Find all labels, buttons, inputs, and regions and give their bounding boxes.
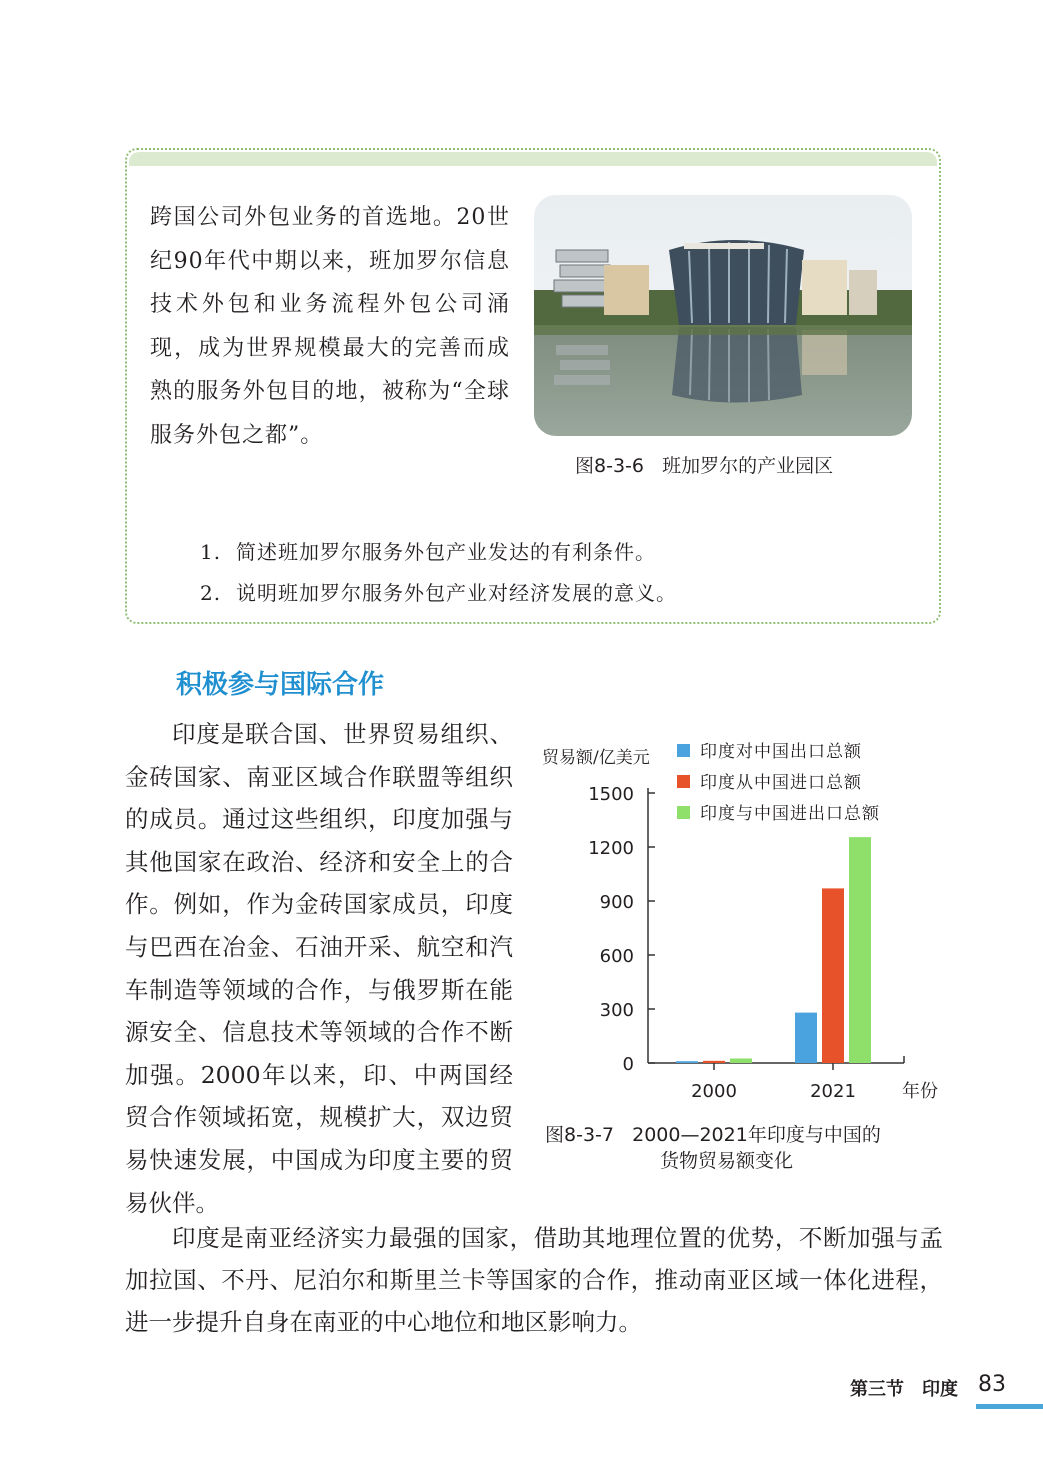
bangalore-industrial-park-photo [534, 195, 912, 436]
question-text: 简述班加罗尔服务外包产业发达的有利条件。 [236, 540, 656, 564]
bar-2000-series-3 [730, 1059, 752, 1064]
body-text-left [125, 713, 513, 1224]
chart-caption [545, 1122, 945, 1174]
x-tick-label: 2000 [691, 1081, 737, 1102]
legend-label-2: 印度从中国进口总额 [700, 773, 862, 793]
legend-label-3: 印度与中国进出口总额 [700, 804, 880, 824]
y-tick-label: 900 [599, 892, 634, 913]
y-tick-label: 600 [599, 946, 634, 967]
y-axis-label: 贸易额/亿美元 [542, 748, 650, 768]
bar-2000-series-1 [676, 1061, 698, 1063]
legend-swatch-1 [677, 744, 690, 757]
body-paragraph-1: 印度是联合国、世界贸易组织、金砖国家、南亚区域合作联盟等组织的成员。通过这些组织，印度加强与其他国家在政治、经济和安全上的合作。例如，作为金砖国家成员，印度与巴西在冶金、石油开采、航空和汽车制造等领域的合作，与俄罗斯在能源安全、信息技术等领域的合作不断加强。2000年以来，印、中两国经贸合作领域拓宽，规模扩大，双边贸易快速发展，中国成为印度主要的贸易伙伴。 [125, 720, 513, 1217]
chart-caption-line1: 2000—2021年印度与中国的 [632, 1124, 881, 1146]
x-axis-label: 年份 [902, 1081, 938, 1102]
question-number: 1. [200, 540, 222, 564]
case-study-header-bar [129, 152, 937, 166]
bar-2021-series-1 [795, 1013, 817, 1063]
body-text-full [125, 1217, 943, 1343]
chart-caption-line2: 货物贸易额变化 [660, 1150, 794, 1172]
footer-accent-bar [976, 1404, 1043, 1409]
y-tick-label: 1500 [588, 784, 634, 805]
question-number: 2. [200, 581, 222, 605]
photo-caption-number: 图8-3-6 [575, 455, 644, 477]
page-number: 83 [978, 1372, 1006, 1397]
body-paragraph-2: 印度是南亚经济实力最强的国家，借助其地理位置的优势，不断加强与孟加拉国、不丹、尼泊尔和斯里兰卡等国家的合作，推动南亚区域一体化进程，进一步提升自身在南亚的中心地位和地区影响力。 [125, 1224, 943, 1336]
case-questions [200, 532, 900, 614]
legend-swatch-3 [677, 806, 690, 819]
chart-caption-number: 图8-3-7 [545, 1124, 614, 1146]
legend-label-1: 印度对中国出口总额 [700, 742, 862, 762]
trade-chart [530, 730, 950, 1110]
footer-section-label: 第三节 印度 [850, 1379, 958, 1400]
y-tick-label: 1200 [588, 838, 634, 859]
bar-2021-series-3 [849, 837, 871, 1063]
question-item [200, 532, 900, 573]
question-text: 说明班加罗尔服务外包产业对经济发展的意义。 [236, 581, 677, 605]
photo-caption-text: 班加罗尔的产业园区 [662, 455, 834, 477]
section-heading: 积极参与国际合作 [176, 670, 385, 700]
legend-swatch-2 [677, 775, 690, 788]
y-tick-label: 0 [622, 1054, 634, 1075]
bar-2021-series-2 [822, 888, 844, 1063]
y-tick-label: 300 [599, 1000, 634, 1021]
x-tick-label: 2021 [810, 1081, 856, 1102]
question-item [200, 573, 900, 614]
bar-2000-series-2 [703, 1061, 725, 1063]
case-study-text [150, 196, 510, 457]
photo-caption [575, 451, 833, 478]
case-study-paragraph: 跨国公司外包业务的首选地。20世纪90年代中期以来，班加罗尔信息技术外包和业务流程外包公司涌现，成为世界规模最大的完善而成熟的服务外包目的地，被称为“全球服务外包之都”。 [150, 205, 510, 448]
